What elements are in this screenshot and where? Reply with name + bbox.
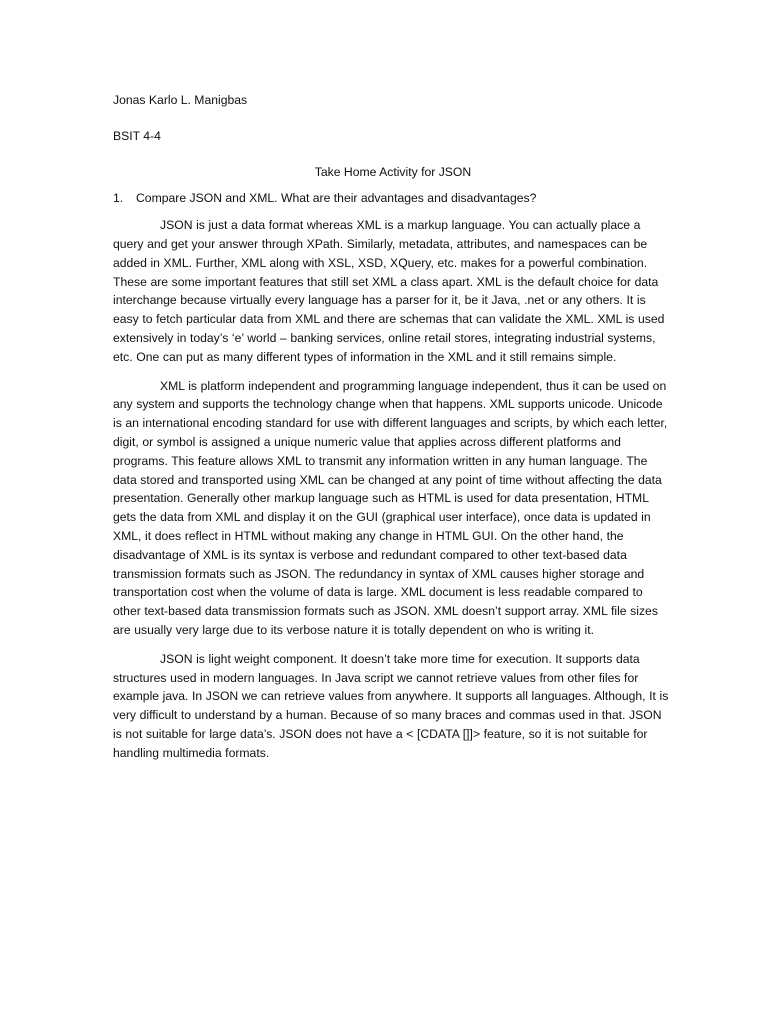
class-section: BSIT 4-4 (113, 128, 161, 143)
document-body (113, 91, 673, 773)
answer-paragraph-3: JSON is light weight component. It doesn’t take more time for execution. It supports data structures used in modern languages. In Java script we cannot retrieve values from other files for example java. In JSON we can retrieve values from anywhere. It supports all languages. Although, It is very difficult to understand by a human. Because of so many braces and commas used in that. JSON is not suitable for large data’s. JSON does not have a < [CDATA []]> feature, so it is not suitable for handling multimedia formats. (113, 651, 669, 760)
answer-paragraph-1: JSON is just a data format whereas XML is a markup language. You can actually place a query and get your answer through XPath. Similarly, metadata, attributes, and namespaces can be added in XML. Further, XML along with XSL, XSD, XQuery, etc. makes for a powerful combination. These are some important features that still set XML a class apart. XML is the default choice for data interchange because virtually every language has a parser for it, be it Java, .net or any others. It is easy to fetch particular data from XML and there are schemas that can validate the XML. XML is used extensively in today’s ‘e’ world – banking services, online retail stores, integrating industrial systems, etc. One can put as many different types of information in the XML and it still remains simple. (113, 218, 665, 364)
author-name: Jonas Karlo L. Manigbas (113, 93, 248, 107)
question-item (113, 189, 673, 208)
answer-paragraph-2: XML is platform independent and programming language independent, thus it can be used on any system and supports the technology change when that happens. XML supports unicode. Unicode is an international encoding standard for use with different languages and scripts, by which each letter, digit, or symbol is assigned a unique numeric value that applies across different platforms and programs. This feature allows XML to transmit any information written in any human language. The data stored and transported using XML can be changed at any point of time without affecting the data presentation. Generally other markup language such as HTML is used for data presentation, HTML gets the data from XML and display it on the GUI (graphical user interface), once data is updated in XML, it does reflect in HTML without making any change in HTML GUI. On the other hand, the disadvantage of XML is its syntax is verbose and redundant compared to other text-based data transmission formats such as JSON. The redundancy in syntax of XML causes higher storage and transportation cost when the volume of data is large. XML document is less readable compared to other text-based data transmission formats such as JSON. XML doesn’t support array. XML file sizes are usually very large due to its verbose nature it is totally dependent on who is writing it. (113, 378, 668, 637)
document-title: Take Home Activity for JSON (314, 164, 472, 179)
question-text: Compare JSON and XML. What are their advantages and disadvantages? (136, 191, 537, 206)
question-number: 1. (113, 191, 124, 206)
